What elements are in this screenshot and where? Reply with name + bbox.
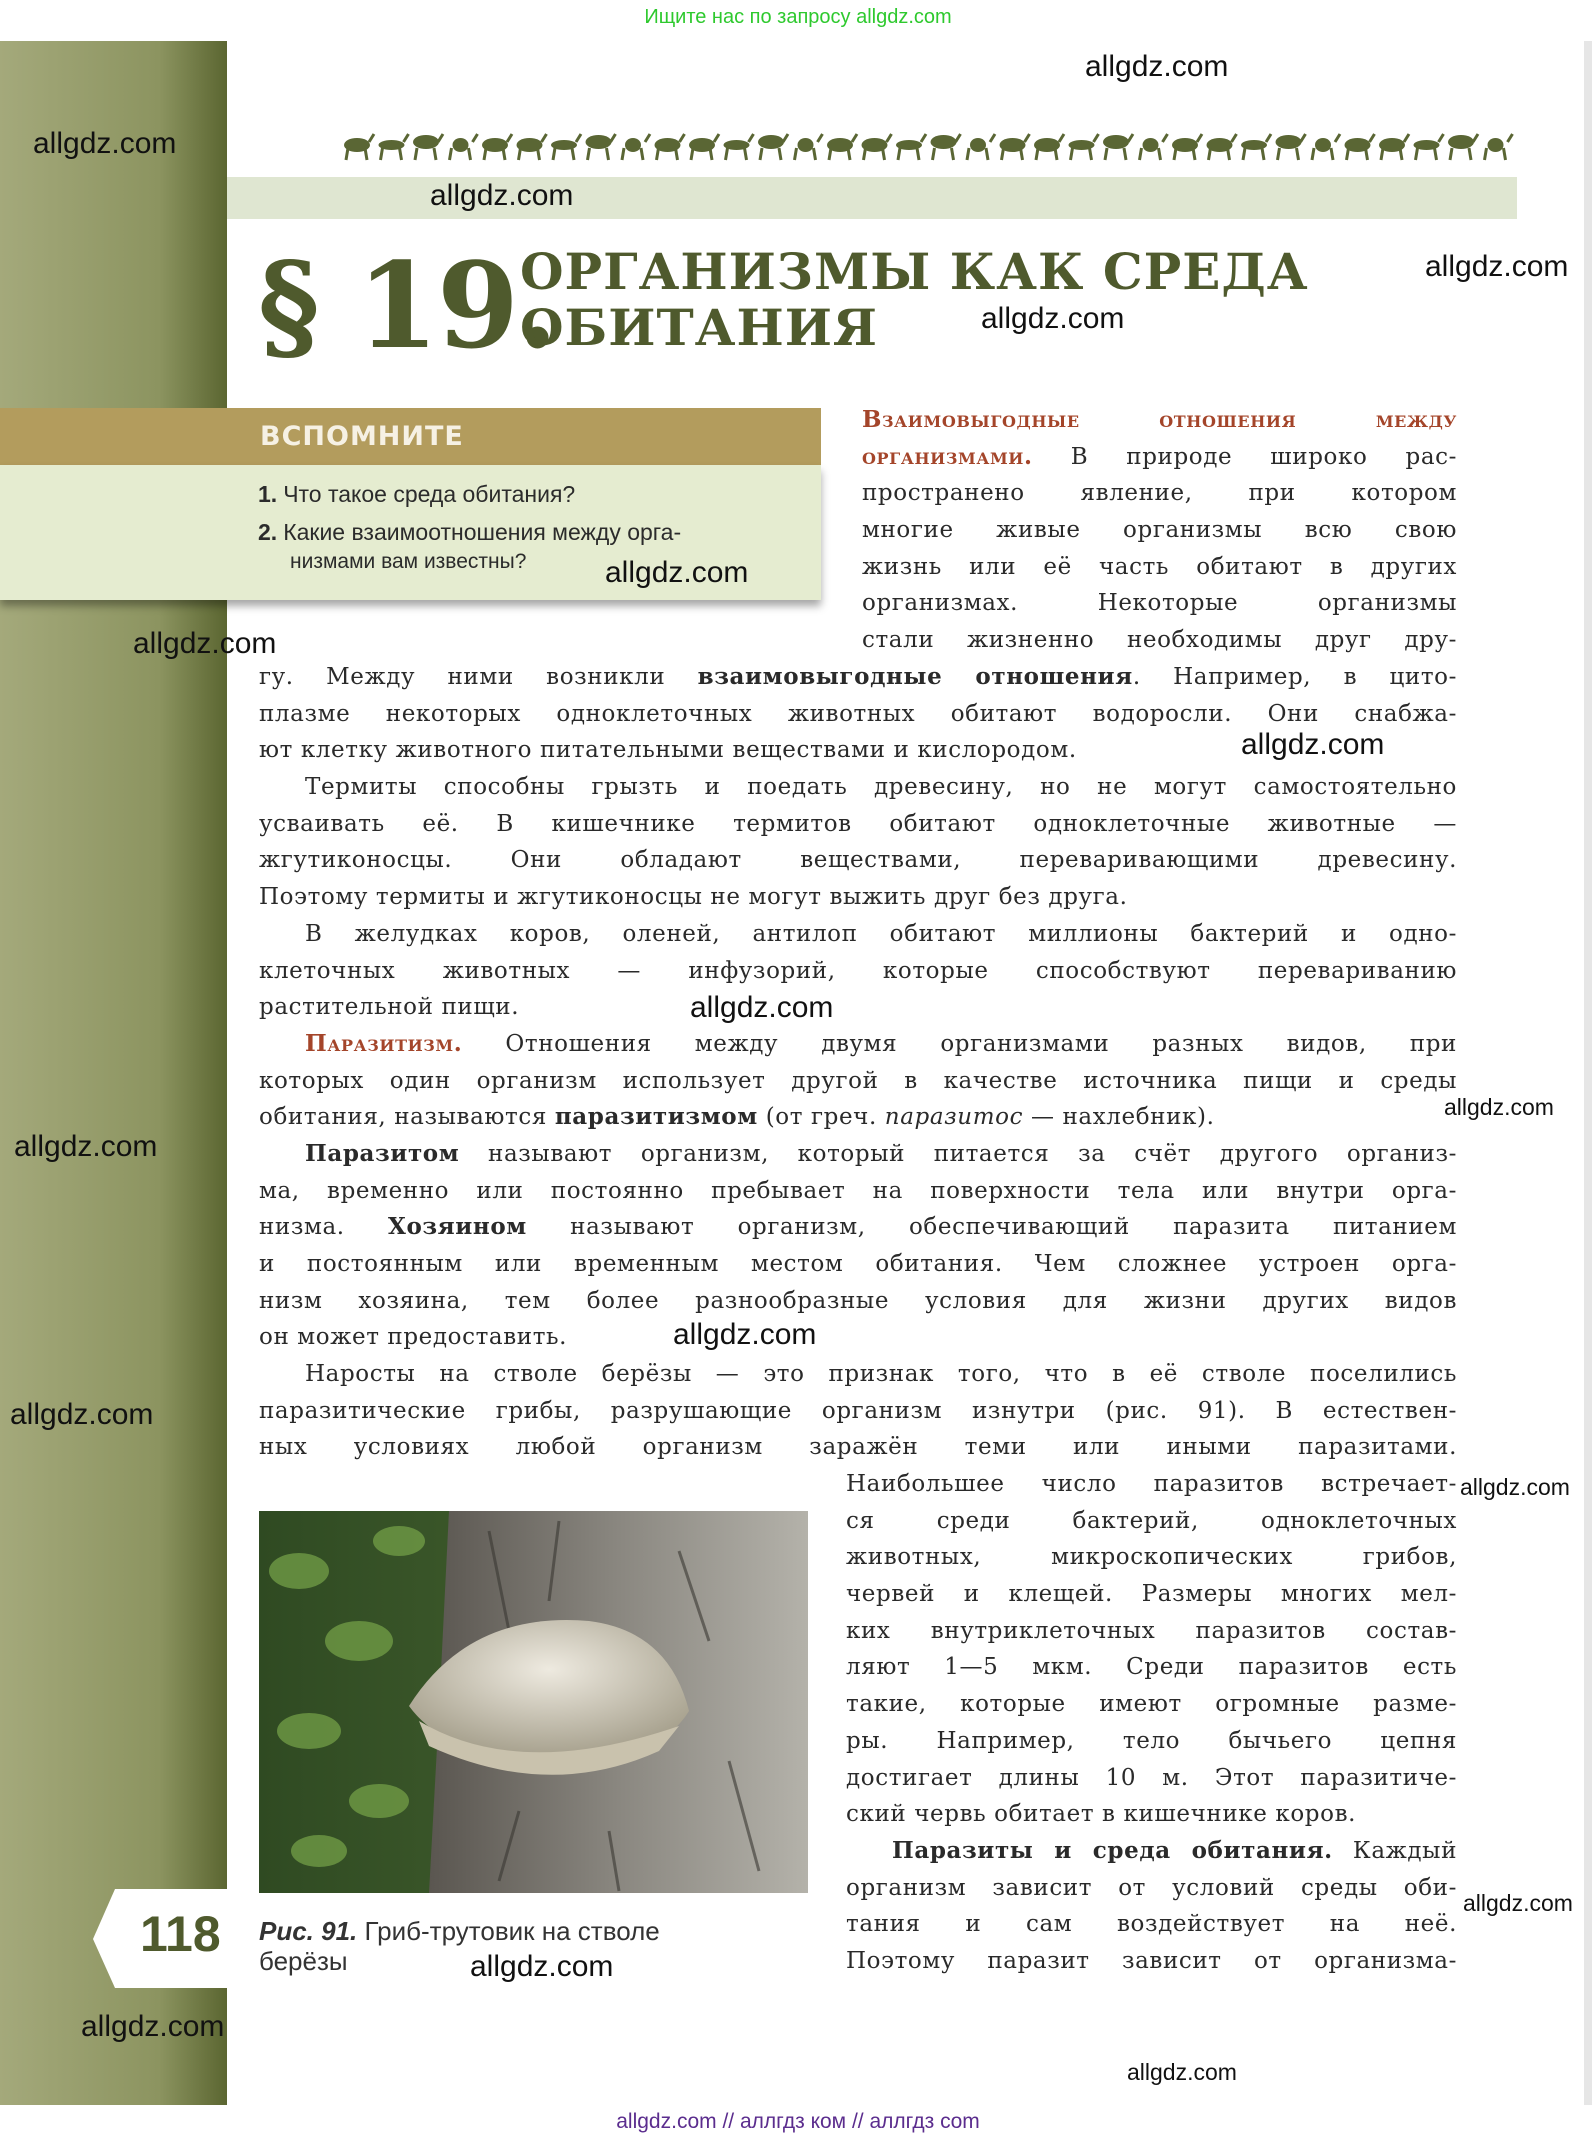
text-line bbox=[846, 1796, 1457, 1833]
text-line bbox=[846, 1943, 1457, 1980]
remind-title: ВСПОМНИТЕ bbox=[260, 421, 464, 452]
text-segment: низма. bbox=[259, 1214, 389, 1241]
watermark: allgdz.com bbox=[605, 556, 749, 589]
text-segment: В природе широко рас- bbox=[1032, 443, 1457, 470]
animal-silhouette-icon bbox=[689, 134, 719, 160]
animal-silhouette-icon bbox=[1379, 134, 1409, 160]
text-line bbox=[862, 622, 1457, 659]
text-segment: стали жизненно необходимы друг дру- bbox=[862, 627, 1457, 654]
watermark: allgdz.com bbox=[33, 127, 177, 160]
watermark: allgdz.com bbox=[10, 1398, 154, 1431]
watermark: allgdz.com bbox=[133, 627, 277, 660]
watermark: allgdz.com bbox=[470, 1950, 614, 1983]
watermark: allgdz.com bbox=[81, 2010, 225, 2043]
animal-silhouette-icon bbox=[862, 134, 892, 160]
term: Хозяином bbox=[388, 1213, 527, 1241]
text-segment: жгутиконосцы. Они обладают веществами, переваривающими древесину. bbox=[259, 847, 1457, 874]
watermark: allgdz.com bbox=[1085, 50, 1229, 83]
text-block-intro bbox=[862, 402, 1457, 659]
text-segment: растительной пищи. bbox=[259, 994, 520, 1021]
animal-silhouette-icon bbox=[1000, 134, 1030, 160]
text-segment: животных, микроскопических грибов, bbox=[846, 1544, 1457, 1571]
watermark: allgdz.com bbox=[430, 179, 574, 212]
question-text-continued: низмами вам известны? bbox=[290, 550, 527, 573]
animal-silhouette-icon bbox=[1207, 134, 1237, 160]
page-side-margin bbox=[0, 41, 227, 2105]
header-band bbox=[227, 177, 1517, 219]
figure-label: Рис. 91. bbox=[259, 1916, 358, 1946]
text-line bbox=[259, 989, 1457, 1026]
question-text: Что такое среда обитания? bbox=[283, 481, 576, 507]
text-line bbox=[259, 1099, 1457, 1136]
text-segment: клеточных животных — инфузорий, которые способствуют перевариванию bbox=[259, 957, 1457, 984]
text-segment: — нахлебник). bbox=[1023, 1104, 1215, 1131]
text-segment: называют организм, обеспечивающий паразита питанием bbox=[526, 1214, 1457, 1241]
term: паразитизмом bbox=[554, 1103, 758, 1131]
scrollbar[interactable] bbox=[1584, 41, 1592, 2105]
text-segment: тания и сам воздействует на неё. bbox=[846, 1911, 1457, 1938]
animal-silhouette-icon bbox=[1034, 134, 1064, 160]
text-segment: пространено явление, при котором bbox=[862, 480, 1457, 507]
text-line bbox=[259, 1246, 1457, 1283]
text-line bbox=[259, 953, 1457, 990]
text-line bbox=[259, 1136, 1457, 1173]
text-segment: паразитос bbox=[884, 1104, 1024, 1131]
text-segment: и постоянным или временным местом обитания. Чем сложнее устроен орга- bbox=[259, 1251, 1457, 1277]
text-line bbox=[862, 439, 1457, 476]
animal-silhouette-icon bbox=[450, 134, 478, 160]
term: Паразиты и среда обитания. bbox=[892, 1836, 1333, 1864]
text-line bbox=[862, 549, 1457, 586]
question-number: 1. bbox=[258, 481, 278, 507]
watermark: allgdz.com bbox=[1460, 1474, 1570, 1500]
text-line bbox=[862, 585, 1457, 622]
watermark: allgdz.com bbox=[981, 302, 1125, 335]
text-segment: ры. Например, тело бычьего цепня bbox=[846, 1727, 1457, 1754]
animal-silhouette-icon bbox=[482, 134, 512, 160]
text-line bbox=[846, 1576, 1457, 1613]
text-segment: ма, временно или постоянно пребывает на поверхности тела или внутри орга- bbox=[259, 1177, 1457, 1204]
text-segment: паразитические грибы, разрушающие организм изнутри (рис. 91). В естествен- bbox=[259, 1397, 1457, 1424]
text-segment: В желудках коров, оленей, антилоп обитают миллионы бактерий и одно- bbox=[305, 920, 1457, 947]
text-line bbox=[259, 1429, 1457, 1466]
tinder-fungus-photo bbox=[259, 1511, 808, 1893]
text-line bbox=[846, 1760, 1457, 1797]
animal-silhouette-icon bbox=[1103, 134, 1133, 160]
animal-silhouette-icon bbox=[827, 134, 857, 160]
text-line bbox=[259, 1026, 1457, 1063]
animal-silhouette-icon bbox=[1485, 134, 1513, 160]
section-heading: Паразитизм. bbox=[305, 1029, 463, 1057]
page-number: 118 bbox=[140, 1906, 221, 1962]
text-segment: организм зависит от условий среды оби- bbox=[846, 1874, 1457, 1901]
text-line bbox=[259, 1063, 1457, 1100]
text-segment: . Например, в цито- bbox=[1132, 664, 1457, 690]
text-segment: Наросты на стволе берёзы — это признак того, что в её стволе поселились bbox=[305, 1361, 1457, 1388]
text-segment: гу. Между ними возникли bbox=[259, 664, 698, 690]
animal-silhouette-icon bbox=[1241, 134, 1271, 160]
text-segment: усваивать её. В кишечнике термитов обитают одноклеточные животные — bbox=[259, 810, 1457, 837]
text-block-side bbox=[846, 1466, 1457, 1980]
text-segment: ся среди бактерий, одноклеточных bbox=[846, 1507, 1457, 1534]
text-line bbox=[259, 1356, 1457, 1393]
watermark: allgdz.com bbox=[1444, 1094, 1554, 1120]
top-search-note[interactable]: Ищите нас по запросу allgdz.com bbox=[644, 6, 952, 28]
text-segment: ких внутриклеточных паразитов состав- bbox=[846, 1617, 1457, 1644]
animal-silhouette-icon bbox=[1312, 134, 1340, 160]
text-segment: (от греч. bbox=[757, 1104, 885, 1131]
animal-silhouette-icon bbox=[622, 134, 650, 160]
text-line bbox=[846, 1870, 1457, 1907]
animal-silhouette-icon bbox=[1414, 134, 1444, 160]
animal-silhouette-icon bbox=[896, 134, 926, 160]
text-line bbox=[259, 916, 1457, 953]
watermark: allgdz.com bbox=[1425, 250, 1569, 283]
text-segment: плазме некоторых одноклеточных животных обитают водоросли. Они снабжа- bbox=[259, 700, 1457, 727]
page-title bbox=[520, 244, 1309, 356]
watermark: allgdz.com bbox=[1127, 2059, 1237, 2085]
text-line bbox=[846, 1466, 1457, 1503]
term: Паразитом bbox=[305, 1139, 460, 1167]
animal-silhouette-icon bbox=[586, 134, 616, 160]
section-heading: Взаимовыгодные отношения между bbox=[862, 406, 1457, 433]
text-line bbox=[862, 402, 1457, 439]
text-segment: организмах. Некоторые организмы bbox=[862, 590, 1457, 617]
animal-silhouette-icon bbox=[551, 134, 581, 160]
watermark: allgdz.com bbox=[1463, 1890, 1573, 1916]
text-segment: низм хозяина, тем более разнообразные условия для жизни других видов bbox=[259, 1287, 1457, 1314]
text-line bbox=[846, 1686, 1457, 1723]
title-line-2: ОБИТАНИЯ bbox=[520, 298, 879, 357]
watermark: allgdz.com bbox=[673, 1318, 817, 1351]
animal-silhouette-icon bbox=[517, 134, 547, 160]
animal-silhouette-icon bbox=[1276, 134, 1306, 160]
text-segment: многие живые организмы всю свою bbox=[862, 517, 1457, 544]
animal-silhouette-icon bbox=[1172, 134, 1202, 160]
text-line bbox=[846, 1723, 1457, 1760]
remind-question bbox=[258, 479, 575, 509]
animal-silhouette-icon bbox=[344, 134, 374, 160]
question-number: 2. bbox=[258, 519, 278, 545]
text-segment: червей и клещей. Размеры многих мел- bbox=[846, 1581, 1457, 1608]
text-segment: такие, которые имеют огромные разме- bbox=[846, 1691, 1457, 1718]
remind-question bbox=[258, 517, 681, 547]
caption-text: Гриб-трутовик на стволе bbox=[364, 1916, 660, 1946]
text-line bbox=[259, 769, 1457, 806]
text-line bbox=[259, 1393, 1457, 1430]
text-line bbox=[846, 1539, 1457, 1576]
text-line bbox=[846, 1503, 1457, 1540]
text-line bbox=[846, 1833, 1457, 1870]
text-segment: жизнь или её часть обитают в других bbox=[862, 553, 1457, 580]
watermark: allgdz.com bbox=[1241, 728, 1385, 761]
text-segment: достигает длины 10 м. Этот паразитиче- bbox=[846, 1764, 1457, 1791]
animal-silhouette-icon bbox=[655, 134, 685, 160]
text-line bbox=[259, 1319, 1457, 1356]
animal-silhouette-icon bbox=[1069, 134, 1099, 160]
animal-silhouette-icon bbox=[379, 134, 409, 160]
text-segment: обитания, называются bbox=[259, 1104, 555, 1131]
animal-silhouette-icon bbox=[931, 134, 961, 160]
animal-silhouette-icon bbox=[1448, 134, 1478, 160]
text-segment: Термиты способны грызть и поедать древесину, но не могут самостоятельно bbox=[305, 774, 1457, 801]
animal-silhouette-icon bbox=[758, 134, 788, 160]
caption-text-2: берёзы bbox=[259, 1946, 348, 1976]
text-line bbox=[259, 806, 1457, 843]
watermark: allgdz.com bbox=[14, 1130, 158, 1163]
text-segment: Поэтому паразит зависит от организма- bbox=[846, 1947, 1457, 1974]
text-segment: Отношения между двумя организмами разных видов, при bbox=[462, 1030, 1457, 1057]
animal-silhouette-icon bbox=[1140, 134, 1168, 160]
text-segment: ский червь обитает в кишечнике коров. bbox=[846, 1801, 1357, 1828]
text-segment: Наибольшее число паразитов встречает- bbox=[846, 1471, 1457, 1497]
animal-silhouette-icon bbox=[967, 134, 995, 160]
text-line bbox=[259, 842, 1457, 879]
animal-silhouette-icon bbox=[795, 134, 823, 160]
term: взаимовыгодные отношения bbox=[697, 663, 1133, 690]
text-line bbox=[862, 512, 1457, 549]
paragraph-number: § 19. bbox=[258, 236, 557, 375]
section-heading: организмами. bbox=[862, 442, 1033, 470]
text-line bbox=[259, 696, 1457, 733]
text-line bbox=[259, 1283, 1457, 1320]
animal-silhouette-icon bbox=[413, 134, 443, 160]
remind-box-header bbox=[0, 408, 821, 465]
animal-silhouette-icon bbox=[724, 134, 754, 160]
text-segment: которых один организм использует другой в качестве источника пищи и среды bbox=[259, 1067, 1457, 1094]
text-line bbox=[259, 659, 1457, 696]
text-segment: он может предоставить. bbox=[259, 1324, 568, 1351]
text-line bbox=[846, 1613, 1457, 1650]
text-segment: Каждый bbox=[1332, 1837, 1457, 1864]
text-line bbox=[259, 1173, 1457, 1210]
text-segment: ных условиях любой организм заражён теми или иными паразитами. bbox=[259, 1434, 1457, 1461]
text-line bbox=[259, 879, 1457, 916]
animal-silhouettes-strip-icon bbox=[335, 130, 1517, 164]
text-segment: Поэтому термиты и жгутиконосцы не могут выжить друг без друга. bbox=[259, 884, 1128, 911]
title-line-1: ОРГАНИЗМЫ КАК СРЕДА bbox=[520, 242, 1309, 301]
bottom-links[interactable]: allgdz.com // аллгдз ком // аллгдз com bbox=[616, 2110, 980, 2133]
text-segment: ют клетку животного питательными веществами и кислородом. bbox=[259, 737, 1077, 764]
question-text: Какие взаимоотношения между орга- bbox=[283, 519, 682, 545]
watermark: allgdz.com bbox=[690, 991, 834, 1024]
text-segment: ляют 1—5 мкм. Среди паразитов есть bbox=[846, 1654, 1457, 1681]
text-block-main bbox=[259, 659, 1457, 1466]
animal-silhouette-icon bbox=[1345, 134, 1375, 160]
text-line bbox=[259, 1209, 1457, 1246]
text-line bbox=[846, 1649, 1457, 1686]
text-line bbox=[846, 1906, 1457, 1943]
text-segment: называют организм, который питается за счёт другого организ- bbox=[459, 1140, 1457, 1167]
text-line bbox=[862, 475, 1457, 512]
